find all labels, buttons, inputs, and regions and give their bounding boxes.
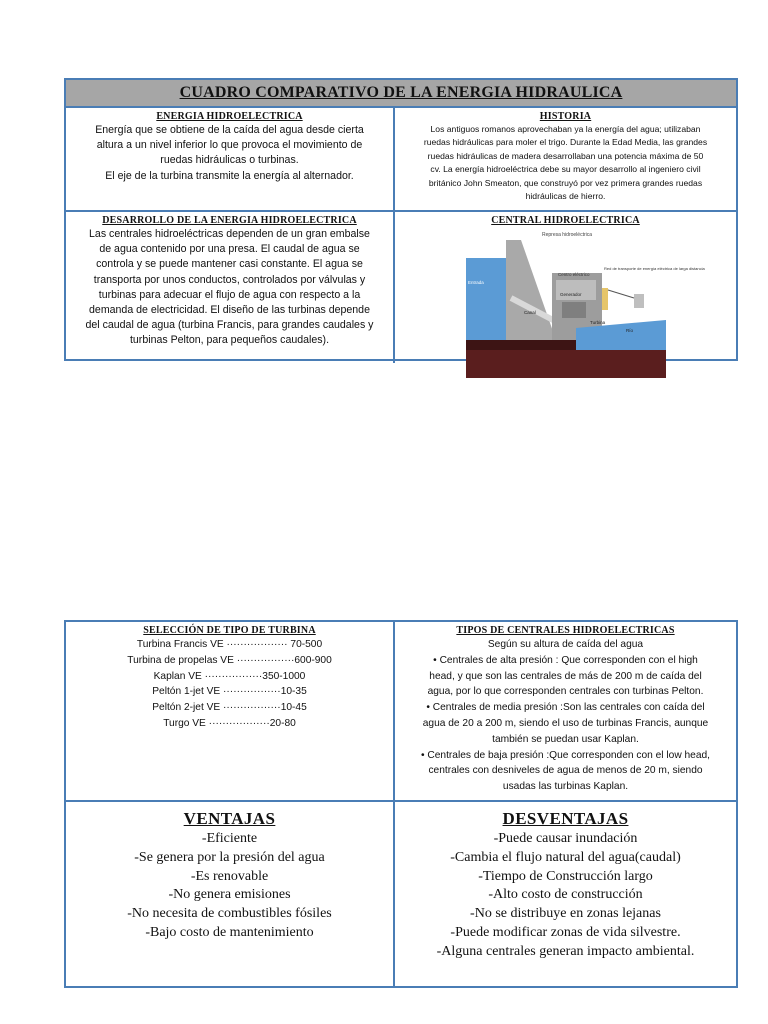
turbine-line: Turbina de propelas VE ·················600-900	[127, 654, 332, 666]
diagram-label-intake: Entrada	[467, 280, 484, 285]
text-line: transporta por unos conductos, controlados por válvulas y	[93, 273, 366, 286]
text-line: • Centrales de media presión :Son las centrales con caída del	[426, 702, 705, 714]
text-line: head, y que son las centrales de más de 200 m de caída del	[429, 670, 702, 682]
historia-cell	[395, 108, 736, 210]
energia-heading: ENERGIA HIDROELECTRICA	[156, 111, 303, 122]
central-heading: CENTRAL HIDROELECTRICA	[491, 215, 640, 226]
text-line: Según su altura de caída del agua	[487, 639, 644, 650]
list-item: -No genera emisiones	[168, 887, 291, 903]
list-item: -No se distribuye en zonas lejanas	[470, 906, 661, 922]
list-item: -Se genera por la presión del agua	[134, 849, 325, 865]
diagram-label-top: Represa hidroeléctrica	[541, 232, 592, 238]
text-line: también se puedan usar Kaplan.	[492, 733, 639, 745]
tipos-heading: TIPOS DE CENTRALES HIDROELECTRICAS	[456, 625, 675, 636]
list-item: -Tiempo de Construcción largo	[478, 868, 653, 884]
desventajas-list	[401, 830, 730, 962]
diagram-label-reservoir: Reservorio	[467, 251, 490, 256]
text-line: ruedas hidráulicas para moler el trigo. Durante la Edad Media, las grandes	[423, 137, 708, 148]
diagram-label-river: Río	[625, 328, 633, 333]
list-item: -Alto costo de construcción	[488, 887, 643, 903]
historia-heading: HISTORIA	[539, 111, 592, 122]
list-item: -Alguna centrales generan impacto ambiental.	[436, 943, 695, 959]
list-item: -No necesita de combustibles fósiles	[127, 906, 332, 922]
table-row	[66, 802, 736, 986]
table-row	[66, 622, 736, 802]
table-title-bar	[66, 80, 736, 108]
seleccion-cell	[66, 622, 395, 800]
text-line: controla y se puede mantener casi constante. El agua se	[96, 258, 363, 271]
list-item: -Puede modificar zonas de vida silvestre.	[450, 924, 681, 940]
list-item: -Puede causar inundación	[493, 831, 638, 846]
diagram-label-control: Centro eléctrico	[557, 272, 590, 277]
diagram-label-grid: Red de transporte de energía eléctrica de larga distancia	[603, 266, 705, 271]
hydro-plant-diagram-image	[466, 228, 705, 378]
text-line: Los antiguos romanos aprovechaban ya la energía del agua; utilizaban	[430, 124, 701, 134]
diagram-label-penstock: Canal	[523, 310, 536, 315]
text-line: centrales con desniveles de agua de menos de 20 m, siendo	[428, 765, 703, 777]
text-line: agua, por lo que corresponden centrales con turbinas Pelton.	[427, 686, 704, 698]
text-line: del caudal de agua (turbina Francis, para grandes caudales y	[85, 319, 374, 332]
list-item: -Es renovable	[190, 868, 269, 884]
desventajas-heading: DESVENTAJAS	[502, 809, 629, 828]
list-item: -Cambia el flujo natural del agua(caudal)	[450, 849, 681, 865]
turbine-line: Peltón 1-jet VE ·················10-35	[152, 686, 307, 698]
list-item: -Bajo costo de mantenimiento	[145, 924, 314, 940]
text-line: ruedas hidráulicas o turbinas.	[160, 154, 299, 167]
ventajas-cell	[66, 802, 395, 986]
ventajas-list	[72, 830, 387, 943]
text-line: hidráulicas de hierro.	[525, 191, 606, 202]
text-line: de agua contenido por una presa. El caudal de agua se	[99, 243, 360, 256]
seleccion-heading: SELECCIÓN DE TIPO DE TURBINA	[143, 625, 316, 636]
energia-text	[72, 123, 387, 184]
text-line: • Centrales de baja presión :Que corresponden con el low head,	[421, 749, 710, 761]
historia-text	[401, 123, 730, 203]
diagram-label-generator: Generador	[559, 292, 582, 297]
table-row	[66, 108, 736, 212]
text-line: Las centrales hidroeléctricas dependen de un gran embalse	[89, 228, 370, 240]
tipos-cell	[395, 622, 736, 800]
turbine-line: Kaplan VE ·················350-1000	[153, 670, 306, 682]
text-line: demanda de electricidad. El diseño de las turbinas depende	[89, 304, 370, 317]
text-line: Energía que se obtiene de la caída del agua desde cierta	[95, 124, 364, 136]
text-line: • Centrales de alta presión : Que corresponden con el high	[433, 654, 698, 666]
seleccion-text	[72, 637, 387, 732]
desventajas-cell	[395, 802, 736, 986]
text-line: cv. La energía hidroeléctrica debe su mayor desarrollo al ingeniero civil	[430, 164, 701, 175]
turbine-line: Turbina Francis VE ·················· 70-500	[136, 639, 323, 650]
ventajas-heading: VENTAJAS	[183, 809, 276, 828]
tipos-text	[401, 637, 730, 795]
text-line: usadas las turbinas Kaplan.	[502, 781, 629, 793]
text-line: ruedas hidráulicas de madera desarrollaban una potencia máxima de 50	[427, 150, 704, 161]
text-line: turbinas para adecuar el flujo de agua con respecto a la	[98, 288, 361, 301]
central-cell	[395, 212, 736, 363]
text-line: agua de 20 a 200 m, siendo el uso de turbinas Francis, aunque	[422, 717, 709, 729]
desarrollo-heading: DESARROLLO DE LA ENERGIA HIDROELECTRICA	[102, 215, 357, 226]
turbine-line: Turgo VE ··················20-80	[163, 717, 296, 729]
document-title: CUADRO COMPARATIVO DE LA ENERGIA HIDRAULICA	[179, 84, 623, 101]
diagram-label-turbine: Turbina	[589, 320, 605, 325]
text-line: altura a un nivel inferior lo que provoca el movimiento de	[96, 139, 363, 152]
desarrollo-cell	[66, 212, 395, 363]
turbine-line: Peltón 2-jet VE ·················10-45	[152, 702, 307, 714]
desarrollo-text	[72, 227, 387, 349]
text-line: británico John Smeaton, que construyó por vez primera grandes ruedas	[428, 177, 703, 188]
list-item: -Eficiente	[201, 831, 258, 846]
text-line: turbinas Pelton, para pequeños caudales).	[129, 334, 330, 347]
table-row	[66, 212, 736, 363]
comparison-table-top	[64, 78, 738, 361]
text-line: El eje de la turbina transmite la energía al alternador.	[105, 169, 354, 182]
comparison-table-bottom	[64, 620, 738, 988]
energia-cell	[66, 108, 395, 210]
